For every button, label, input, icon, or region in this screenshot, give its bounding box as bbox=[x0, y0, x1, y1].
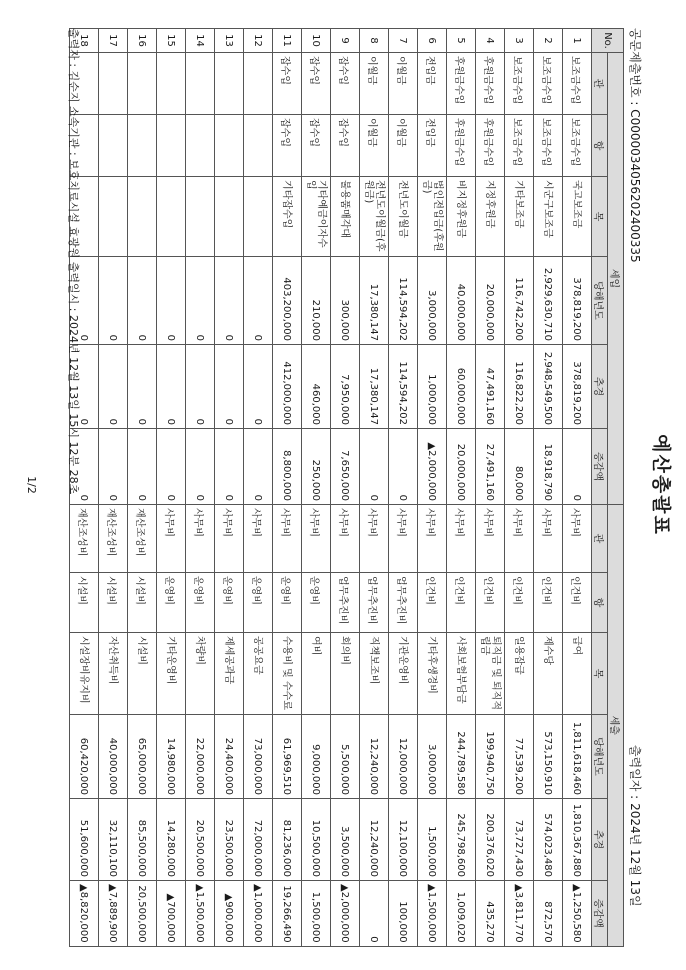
cell-expense-gwan: 재산조성비 bbox=[99, 505, 128, 573]
cell-expense-hang: 인건비 bbox=[505, 573, 534, 633]
cell-expense-hang: 시설비 bbox=[128, 573, 157, 633]
cell-no: 6 bbox=[418, 29, 447, 53]
cell-no: 11 bbox=[273, 29, 302, 53]
cell-expense-diff: 1,009,020 bbox=[447, 881, 476, 947]
header-revenue-gwan: 관 bbox=[592, 53, 608, 115]
cell-revenue-hang bbox=[186, 115, 215, 177]
header-revenue-mok: 목 bbox=[592, 177, 608, 257]
cell-revenue-mok: 시군구보조금 bbox=[534, 177, 563, 257]
cell-expense-diff: ▲3,811,770 bbox=[505, 881, 534, 947]
cell-revenue-hang: 이월금 bbox=[360, 115, 389, 177]
cell-revenue-mok bbox=[215, 177, 244, 257]
cell-expense-prev: 5,500,000 bbox=[331, 715, 360, 799]
cell-revenue-hang: 후원금수입 bbox=[447, 115, 476, 177]
cell-no: 4 bbox=[476, 29, 505, 53]
cell-expense-hang: 인건비 bbox=[563, 573, 592, 633]
cell-expense-adj: 12,240,000 bbox=[360, 799, 389, 881]
header-column-row bbox=[592, 29, 608, 947]
cell-revenue-adj: 0 bbox=[244, 345, 273, 429]
cell-expense-prev: 9,000,000 bbox=[302, 715, 331, 799]
table-row bbox=[418, 29, 447, 947]
cell-revenue-diff: 0 bbox=[186, 429, 215, 505]
cell-revenue-diff: 0 bbox=[360, 429, 389, 505]
cell-revenue-diff: 18,918,790 bbox=[534, 429, 563, 505]
cell-expense-hang: 인건비 bbox=[534, 573, 563, 633]
cell-no: 17 bbox=[99, 29, 128, 53]
cell-revenue-prev: 0 bbox=[215, 257, 244, 345]
cell-revenue-adj: 378,819,200 bbox=[563, 345, 592, 429]
table-row bbox=[157, 29, 186, 947]
header-no: No. bbox=[592, 29, 624, 53]
cell-revenue-diff: ▲2,000,000 bbox=[418, 429, 447, 505]
cell-expense-adj: 32,110,100 bbox=[99, 799, 128, 881]
cell-revenue-adj: 0 bbox=[215, 345, 244, 429]
table-row bbox=[476, 29, 505, 947]
cell-expense-hang: 업무추진비 bbox=[389, 573, 418, 633]
cell-expense-adj: 20,500,000 bbox=[186, 799, 215, 881]
cell-revenue-mok: 법인전입금(후원금) bbox=[418, 177, 447, 257]
cell-revenue-diff: 0 bbox=[215, 429, 244, 505]
cell-revenue-gwan: 이월금 bbox=[360, 53, 389, 115]
cell-revenue-diff: 7,650,000 bbox=[331, 429, 360, 505]
table-row bbox=[215, 29, 244, 947]
cell-revenue-hang: 잡수입 bbox=[273, 115, 302, 177]
header-revenue-prev: 당해년도 bbox=[592, 257, 608, 345]
cell-revenue-diff: 0 bbox=[99, 429, 128, 505]
cell-expense-gwan: 사무비 bbox=[447, 505, 476, 573]
cell-revenue-prev: 2,929,630,710 bbox=[534, 257, 563, 345]
cell-expense-diff: 435,270 bbox=[476, 881, 505, 947]
header-revenue-diff: 증감액 bbox=[592, 429, 608, 505]
output-date-label: 출력일자 : bbox=[628, 745, 642, 800]
cell-expense-gwan: 사무비 bbox=[505, 505, 534, 573]
cell-revenue-diff: 0 bbox=[244, 429, 273, 505]
cell-revenue-prev: 0 bbox=[70, 257, 99, 345]
cell-no: 18 bbox=[70, 29, 99, 53]
cell-revenue-gwan: 잡수입 bbox=[331, 53, 360, 115]
header-expense-adj: 추경 bbox=[592, 799, 608, 881]
cell-expense-mok: 급여 bbox=[563, 633, 592, 715]
cell-expense-diff: ▲8,820,000 bbox=[70, 881, 99, 947]
cell-revenue-adj: 17,380,147 bbox=[360, 345, 389, 429]
table-row bbox=[389, 29, 418, 947]
cell-revenue-mok: 기타예금이자수입 bbox=[302, 177, 331, 257]
table-row bbox=[331, 29, 360, 947]
cell-no: 15 bbox=[157, 29, 186, 53]
cell-revenue-prev: 300,000 bbox=[331, 257, 360, 345]
cell-revenue-adj: 0 bbox=[186, 345, 215, 429]
cell-expense-prev: 12,240,000 bbox=[360, 715, 389, 799]
cell-revenue-gwan: 보조금수입 bbox=[505, 53, 534, 115]
cell-revenue-mok bbox=[244, 177, 273, 257]
cell-expense-hang: 업무추진비 bbox=[360, 573, 389, 633]
cell-expense-gwan: 사무비 bbox=[389, 505, 418, 573]
cell-revenue-gwan: 잡수입 bbox=[302, 53, 331, 115]
table-row bbox=[563, 29, 592, 947]
table-row bbox=[505, 29, 534, 947]
document-number-label: 공문제출번호 : bbox=[628, 28, 642, 106]
header-expense: 세출 bbox=[608, 505, 624, 947]
cell-expense-prev: 12,000,000 bbox=[389, 715, 418, 799]
cell-expense-mok: 시설비 bbox=[128, 633, 157, 715]
cell-revenue-diff: 0 bbox=[563, 429, 592, 505]
cell-expense-hang: 운영비 bbox=[186, 573, 215, 633]
cell-expense-prev: 61,969,510 bbox=[273, 715, 302, 799]
cell-revenue-gwan: 후원금수입 bbox=[476, 53, 505, 115]
cell-expense-mok: 차량비 bbox=[186, 633, 215, 715]
header-revenue: 세입 bbox=[608, 53, 624, 505]
cell-no: 13 bbox=[215, 29, 244, 53]
cell-revenue-prev: 0 bbox=[244, 257, 273, 345]
cell-revenue-mok: 기타보조금 bbox=[505, 177, 534, 257]
cell-expense-gwan: 사무비 bbox=[331, 505, 360, 573]
cell-revenue-prev: 0 bbox=[128, 257, 157, 345]
cell-revenue-gwan: 이월금 bbox=[389, 53, 418, 115]
table-row bbox=[447, 29, 476, 947]
cell-revenue-hang bbox=[99, 115, 128, 177]
cell-expense-prev: 65,000,000 bbox=[128, 715, 157, 799]
cell-no: 5 bbox=[447, 29, 476, 53]
cell-expense-prev: 244,789,580 bbox=[447, 715, 476, 799]
cell-revenue-adj: 2,948,549,500 bbox=[534, 345, 563, 429]
header-expense-gwan: 관 bbox=[592, 505, 608, 573]
cell-expense-diff: 1,500,000 bbox=[302, 881, 331, 947]
cell-revenue-hang bbox=[128, 115, 157, 177]
cell-expense-mok: 여비 bbox=[302, 633, 331, 715]
cell-revenue-diff: 0 bbox=[389, 429, 418, 505]
cell-expense-prev: 77,539,200 bbox=[505, 715, 534, 799]
cell-revenue-hang: 잡수입 bbox=[302, 115, 331, 177]
cell-revenue-gwan bbox=[215, 53, 244, 115]
cell-expense-diff: ▲1,500,000 bbox=[186, 881, 215, 947]
cell-no: 12 bbox=[244, 29, 273, 53]
cell-revenue-diff: 0 bbox=[128, 429, 157, 505]
cell-revenue-diff: 0 bbox=[157, 429, 186, 505]
cell-revenue-gwan: 후원금수입 bbox=[447, 53, 476, 115]
cell-expense-hang: 운영비 bbox=[244, 573, 273, 633]
cell-revenue-hang bbox=[157, 115, 186, 177]
cell-revenue-prev: 0 bbox=[186, 257, 215, 345]
cell-revenue-prev: 114,594,202 bbox=[389, 257, 418, 345]
cell-expense-adj: 1,500,000 bbox=[418, 799, 447, 881]
cell-expense-diff: ▲1,250,580 bbox=[563, 881, 592, 947]
header-revenue-hang: 항 bbox=[592, 115, 608, 177]
cell-expense-hang: 업무추진비 bbox=[331, 573, 360, 633]
cell-revenue-mok: 지정후원금 bbox=[476, 177, 505, 257]
cell-revenue-hang: 보조금수입 bbox=[534, 115, 563, 177]
cell-revenue-prev: 210,000 bbox=[302, 257, 331, 345]
cell-expense-adj: 3,500,000 bbox=[331, 799, 360, 881]
cell-revenue-mok: 비지정후원금 bbox=[447, 177, 476, 257]
cell-revenue-gwan: 보조금수입 bbox=[534, 53, 563, 115]
cell-expense-gwan: 사무비 bbox=[215, 505, 244, 573]
cell-expense-gwan: 사무비 bbox=[244, 505, 273, 573]
cell-revenue-hang bbox=[215, 115, 244, 177]
cell-expense-adj: 73,727,430 bbox=[505, 799, 534, 881]
table-row bbox=[273, 29, 302, 947]
cell-no: 10 bbox=[302, 29, 331, 53]
cell-revenue-prev: 0 bbox=[157, 257, 186, 345]
cell-expense-adj: 81,236,000 bbox=[273, 799, 302, 881]
cell-expense-hang: 인건비 bbox=[447, 573, 476, 633]
cell-revenue-prev: 17,380,147 bbox=[360, 257, 389, 345]
cell-revenue-mok bbox=[99, 177, 128, 257]
cell-expense-gwan: 사무비 bbox=[302, 505, 331, 573]
header-revenue-adj: 추경 bbox=[592, 345, 608, 429]
cell-revenue-prev: 40,000,000 bbox=[447, 257, 476, 345]
cell-no: 14 bbox=[186, 29, 215, 53]
cell-revenue-gwan bbox=[128, 53, 157, 115]
cell-revenue-diff: 20,000,000 bbox=[447, 429, 476, 505]
cell-expense-prev: 3,000,000 bbox=[418, 715, 447, 799]
cell-expense-prev: 73,000,000 bbox=[244, 715, 273, 799]
header-expense-prev: 당해년도 bbox=[592, 715, 608, 799]
cell-expense-mok: 제세공과금 bbox=[215, 633, 244, 715]
cell-revenue-adj: 7,950,000 bbox=[331, 345, 360, 429]
table-row bbox=[186, 29, 215, 947]
cell-expense-diff: ▲900,000 bbox=[215, 881, 244, 947]
cell-revenue-adj: 1,000,000 bbox=[418, 345, 447, 429]
cell-revenue-mok: 기타잡수입 bbox=[273, 177, 302, 257]
cell-expense-mok: 공공요금 bbox=[244, 633, 273, 715]
cell-expense-hang: 운영비 bbox=[273, 573, 302, 633]
cell-expense-adj: 51,600,000 bbox=[70, 799, 99, 881]
cell-expense-diff: ▲1,500,000 bbox=[418, 881, 447, 947]
cell-expense-mok: 일용잡급 bbox=[505, 633, 534, 715]
cell-expense-gwan: 사무비 bbox=[360, 505, 389, 573]
cell-expense-diff: ▲2,000,000 bbox=[331, 881, 360, 947]
cell-revenue-hang: 보조금수입 bbox=[505, 115, 534, 177]
cell-revenue-adj: 412,000,000 bbox=[273, 345, 302, 429]
cell-revenue-hang bbox=[244, 115, 273, 177]
cell-revenue-gwan bbox=[157, 53, 186, 115]
cell-expense-gwan: 사무비 bbox=[476, 505, 505, 573]
cell-revenue-hang: 이월금 bbox=[389, 115, 418, 177]
table-body bbox=[70, 29, 592, 947]
cell-expense-diff: 20,500,000 bbox=[128, 881, 157, 947]
cell-revenue-gwan bbox=[99, 53, 128, 115]
cell-expense-diff: 0 bbox=[360, 881, 389, 947]
cell-expense-hang: 인건비 bbox=[418, 573, 447, 633]
cell-no: 8 bbox=[360, 29, 389, 53]
cell-revenue-hang: 보조금수입 bbox=[563, 115, 592, 177]
cell-revenue-hang: 후원금수입 bbox=[476, 115, 505, 177]
header-expense-mok: 목 bbox=[592, 633, 608, 715]
header-expense-diff: 증감액 bbox=[592, 881, 608, 947]
cell-revenue-adj: 47,491,160 bbox=[476, 345, 505, 429]
cell-expense-diff: 872,570 bbox=[534, 881, 563, 947]
cell-expense-hang: 운영비 bbox=[302, 573, 331, 633]
cell-revenue-prev: 403,200,000 bbox=[273, 257, 302, 345]
output-date-value: 2024년 12월 13일 bbox=[628, 803, 642, 907]
cell-revenue-diff: 27,491,160 bbox=[476, 429, 505, 505]
cell-expense-gwan: 사무비 bbox=[418, 505, 447, 573]
cell-expense-prev: 199,940,750 bbox=[476, 715, 505, 799]
document-number-value: C0000034056202400335 bbox=[628, 109, 642, 263]
cell-revenue-prev: 20,000,000 bbox=[476, 257, 505, 345]
cell-expense-diff: ▲7,889,900 bbox=[99, 881, 128, 947]
cell-expense-mok: 기관운영비 bbox=[389, 633, 418, 715]
cell-expense-adj: 14,280,000 bbox=[157, 799, 186, 881]
cell-revenue-adj: 0 bbox=[157, 345, 186, 429]
cell-expense-hang: 인건비 bbox=[476, 573, 505, 633]
cell-revenue-diff: 250,000 bbox=[302, 429, 331, 505]
cell-revenue-adj: 0 bbox=[128, 345, 157, 429]
cell-revenue-prev: 0 bbox=[99, 257, 128, 345]
cell-expense-adj: 200,376,020 bbox=[476, 799, 505, 881]
cell-revenue-mok: 국고보조금 bbox=[563, 177, 592, 257]
cell-expense-mok: 직책보조비 bbox=[360, 633, 389, 715]
cell-revenue-prev: 3,000,000 bbox=[418, 257, 447, 345]
cell-revenue-diff: 8,800,000 bbox=[273, 429, 302, 505]
cell-expense-gwan: 재산조성비 bbox=[70, 505, 99, 573]
cell-expense-prev: 40,000,000 bbox=[99, 715, 128, 799]
document-number bbox=[627, 28, 644, 263]
cell-expense-adj: 85,500,000 bbox=[128, 799, 157, 881]
cell-expense-adj: 1,810,367,880 bbox=[563, 799, 592, 881]
cell-revenue-diff: 80,000 bbox=[505, 429, 534, 505]
cell-expense-adj: 10,500,000 bbox=[302, 799, 331, 881]
cell-revenue-adj: 460,000 bbox=[302, 345, 331, 429]
cell-expense-mok: 기타운영비 bbox=[157, 633, 186, 715]
cell-expense-prev: 14,980,000 bbox=[157, 715, 186, 799]
cell-expense-hang: 시설비 bbox=[99, 573, 128, 633]
cell-expense-prev: 24,400,000 bbox=[215, 715, 244, 799]
cell-expense-adj: 574,023,480 bbox=[534, 799, 563, 881]
cell-expense-prev: 573,150,910 bbox=[534, 715, 563, 799]
table-row bbox=[128, 29, 157, 947]
cell-revenue-adj: 114,594,202 bbox=[389, 345, 418, 429]
budget-summary-table bbox=[69, 28, 624, 947]
cell-revenue-gwan: 잡수입 bbox=[273, 53, 302, 115]
cell-no: 1 bbox=[563, 29, 592, 53]
cell-no: 2 bbox=[534, 29, 563, 53]
cell-expense-hang: 운영비 bbox=[215, 573, 244, 633]
print-footer: 출력자 : 김순지 소속기관 : 보호치료시설 효광원 출력일시 : 2024년 12월 13일 15시 12분 28초 bbox=[67, 28, 80, 495]
cell-revenue-mok: 불용품매각대 bbox=[331, 177, 360, 257]
cell-expense-gwan: 사무비 bbox=[186, 505, 215, 573]
cell-expense-prev: 22,000,000 bbox=[186, 715, 215, 799]
cell-revenue-mok: 전년도이월금(후원금) bbox=[360, 177, 389, 257]
table-row bbox=[244, 29, 273, 947]
cell-expense-mok: 시설장비유지비 bbox=[70, 633, 99, 715]
cell-expense-adj: 12,100,000 bbox=[389, 799, 418, 881]
cell-expense-mok: 자산취득비 bbox=[99, 633, 128, 715]
cell-revenue-mok bbox=[157, 177, 186, 257]
cell-expense-adj: 23,500,000 bbox=[215, 799, 244, 881]
cell-expense-gwan: 사무비 bbox=[563, 505, 592, 573]
cell-revenue-prev: 378,819,200 bbox=[563, 257, 592, 345]
cell-expense-diff: ▲700,000 bbox=[157, 881, 186, 947]
cell-expense-hang: 시설비 bbox=[70, 573, 99, 633]
cell-expense-prev: 60,420,000 bbox=[70, 715, 99, 799]
table-row bbox=[302, 29, 331, 947]
cell-expense-gwan: 사무비 bbox=[157, 505, 186, 573]
cell-revenue-mok bbox=[128, 177, 157, 257]
cell-revenue-prev: 116,742,200 bbox=[505, 257, 534, 345]
table-row bbox=[360, 29, 389, 947]
cell-revenue-gwan: 보조금수입 bbox=[563, 53, 592, 115]
cell-no: 3 bbox=[505, 29, 534, 53]
document-title: 예산총괄표 bbox=[650, 434, 672, 536]
cell-expense-diff: 19,266,490 bbox=[273, 881, 302, 947]
cell-expense-gwan: 사무비 bbox=[273, 505, 302, 573]
cell-expense-mok: 사회보험부담금 bbox=[447, 633, 476, 715]
cell-revenue-adj: 0 bbox=[70, 345, 99, 429]
cell-expense-adj: 245,798,600 bbox=[447, 799, 476, 881]
cell-revenue-hang: 전입금 bbox=[418, 115, 447, 177]
cell-expense-gwan: 재산조성비 bbox=[128, 505, 157, 573]
cell-no: 16 bbox=[128, 29, 157, 53]
cell-expense-hang: 운영비 bbox=[157, 573, 186, 633]
cell-revenue-gwan bbox=[186, 53, 215, 115]
cell-revenue-mok: 전년도이월금 bbox=[389, 177, 418, 257]
cell-no: 7 bbox=[389, 29, 418, 53]
cell-revenue-adj: 0 bbox=[99, 345, 128, 429]
cell-expense-diff: ▲1,000,000 bbox=[244, 881, 273, 947]
cell-expense-mok: 기타후생경비 bbox=[418, 633, 447, 715]
cell-expense-mok: 수용비 및 수수료 bbox=[273, 633, 302, 715]
cell-revenue-hang: 잡수입 bbox=[331, 115, 360, 177]
cell-revenue-adj: 116,822,200 bbox=[505, 345, 534, 429]
table-row bbox=[99, 29, 128, 947]
cell-revenue-mok bbox=[186, 177, 215, 257]
cell-revenue-diff: 0 bbox=[70, 429, 99, 505]
header-group-row bbox=[608, 29, 624, 947]
cell-expense-prev: 1,811,618,460 bbox=[563, 715, 592, 799]
cell-expense-mok: 회의비 bbox=[331, 633, 360, 715]
cell-expense-adj: 72,000,000 bbox=[244, 799, 273, 881]
cell-revenue-adj: 60,000,000 bbox=[447, 345, 476, 429]
cell-expense-mok: 제수당 bbox=[534, 633, 563, 715]
header-expense-hang: 항 bbox=[592, 573, 608, 633]
cell-expense-mok: 퇴직금 및 퇴직적립금 bbox=[476, 633, 505, 715]
cell-expense-diff: 100,000 bbox=[389, 881, 418, 947]
table-row bbox=[534, 29, 563, 947]
output-date bbox=[627, 745, 644, 907]
cell-no: 9 bbox=[331, 29, 360, 53]
cell-revenue-gwan: 전입금 bbox=[418, 53, 447, 115]
cell-revenue-gwan bbox=[244, 53, 273, 115]
cell-expense-gwan: 사무비 bbox=[534, 505, 563, 573]
page-number: 1/2 bbox=[25, 476, 38, 494]
